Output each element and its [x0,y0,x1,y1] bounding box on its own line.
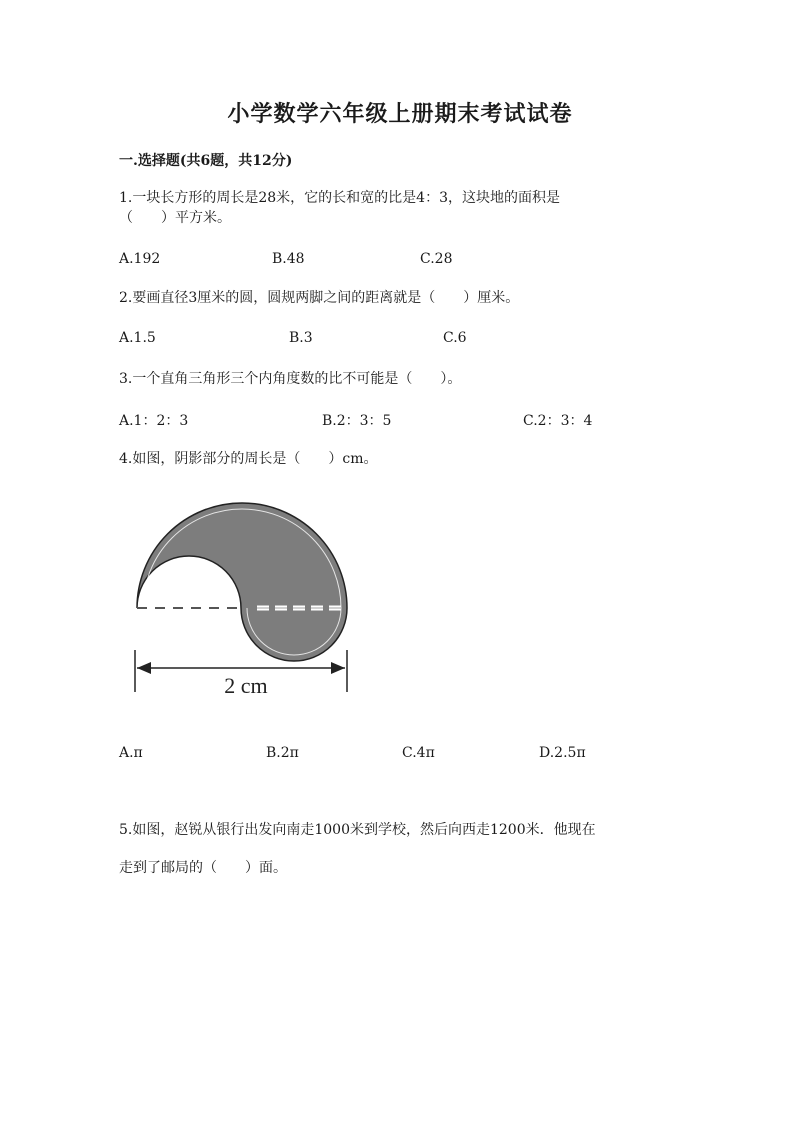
question-3-option-c: C.2：3：4 [523,413,593,429]
question-2-option-a: A.1.5 [119,330,156,346]
question-3-text: 3.一个直角三角形三个内角度数的比不可能是（ ）。 [119,371,462,387]
question-1-text-cont: （ ）平方米。 [119,210,231,226]
question-2-text: 2.要画直径3厘米的圆，圆规两脚之间的距离就是（ ）厘米。 [119,290,520,306]
question-5-text: 5.如图，赵锐从银行出发向南走1000米到学校，然后向西走1200米．他现在 [119,822,596,838]
question-1-option-a: A.192 [119,251,161,267]
page-title: 小学数学六年级上册期末考试试卷 [227,101,573,127]
question-4-option-c: C.4π [402,745,435,761]
shaded-region-figure [125,500,365,710]
question-1-text: 1.一块长方形的周长是28米，它的长和宽的比是4：3，这块地的面积是 [119,190,560,206]
question-3-option-b: B.2：3：5 [322,413,392,429]
question-3-option-a: A.1：2：3 [119,413,189,429]
question-2-option-c: C.6 [443,330,467,346]
question-4-option-d: D.2.5π [539,745,586,761]
section-heading: 一.选择题(共6题，共12分) [119,153,293,169]
question-2-option-b: B.3 [289,330,313,346]
question-4-option-b: B.2π [266,745,299,761]
question-4-option-a: A.π [119,745,143,761]
shaded-shape [137,503,347,661]
arrowhead-left [137,662,151,674]
arrowhead-right [331,662,345,674]
question-1-option-c: C.28 [420,251,453,267]
question-1-option-b: B.48 [272,251,305,267]
dimension-label: 2 cm [224,673,268,698]
question-4-text: 4.如图，阴影部分的周长是（ ）cm。 [119,451,378,467]
question-5-text-cont: 走到了邮局的（ ）面。 [119,860,287,876]
